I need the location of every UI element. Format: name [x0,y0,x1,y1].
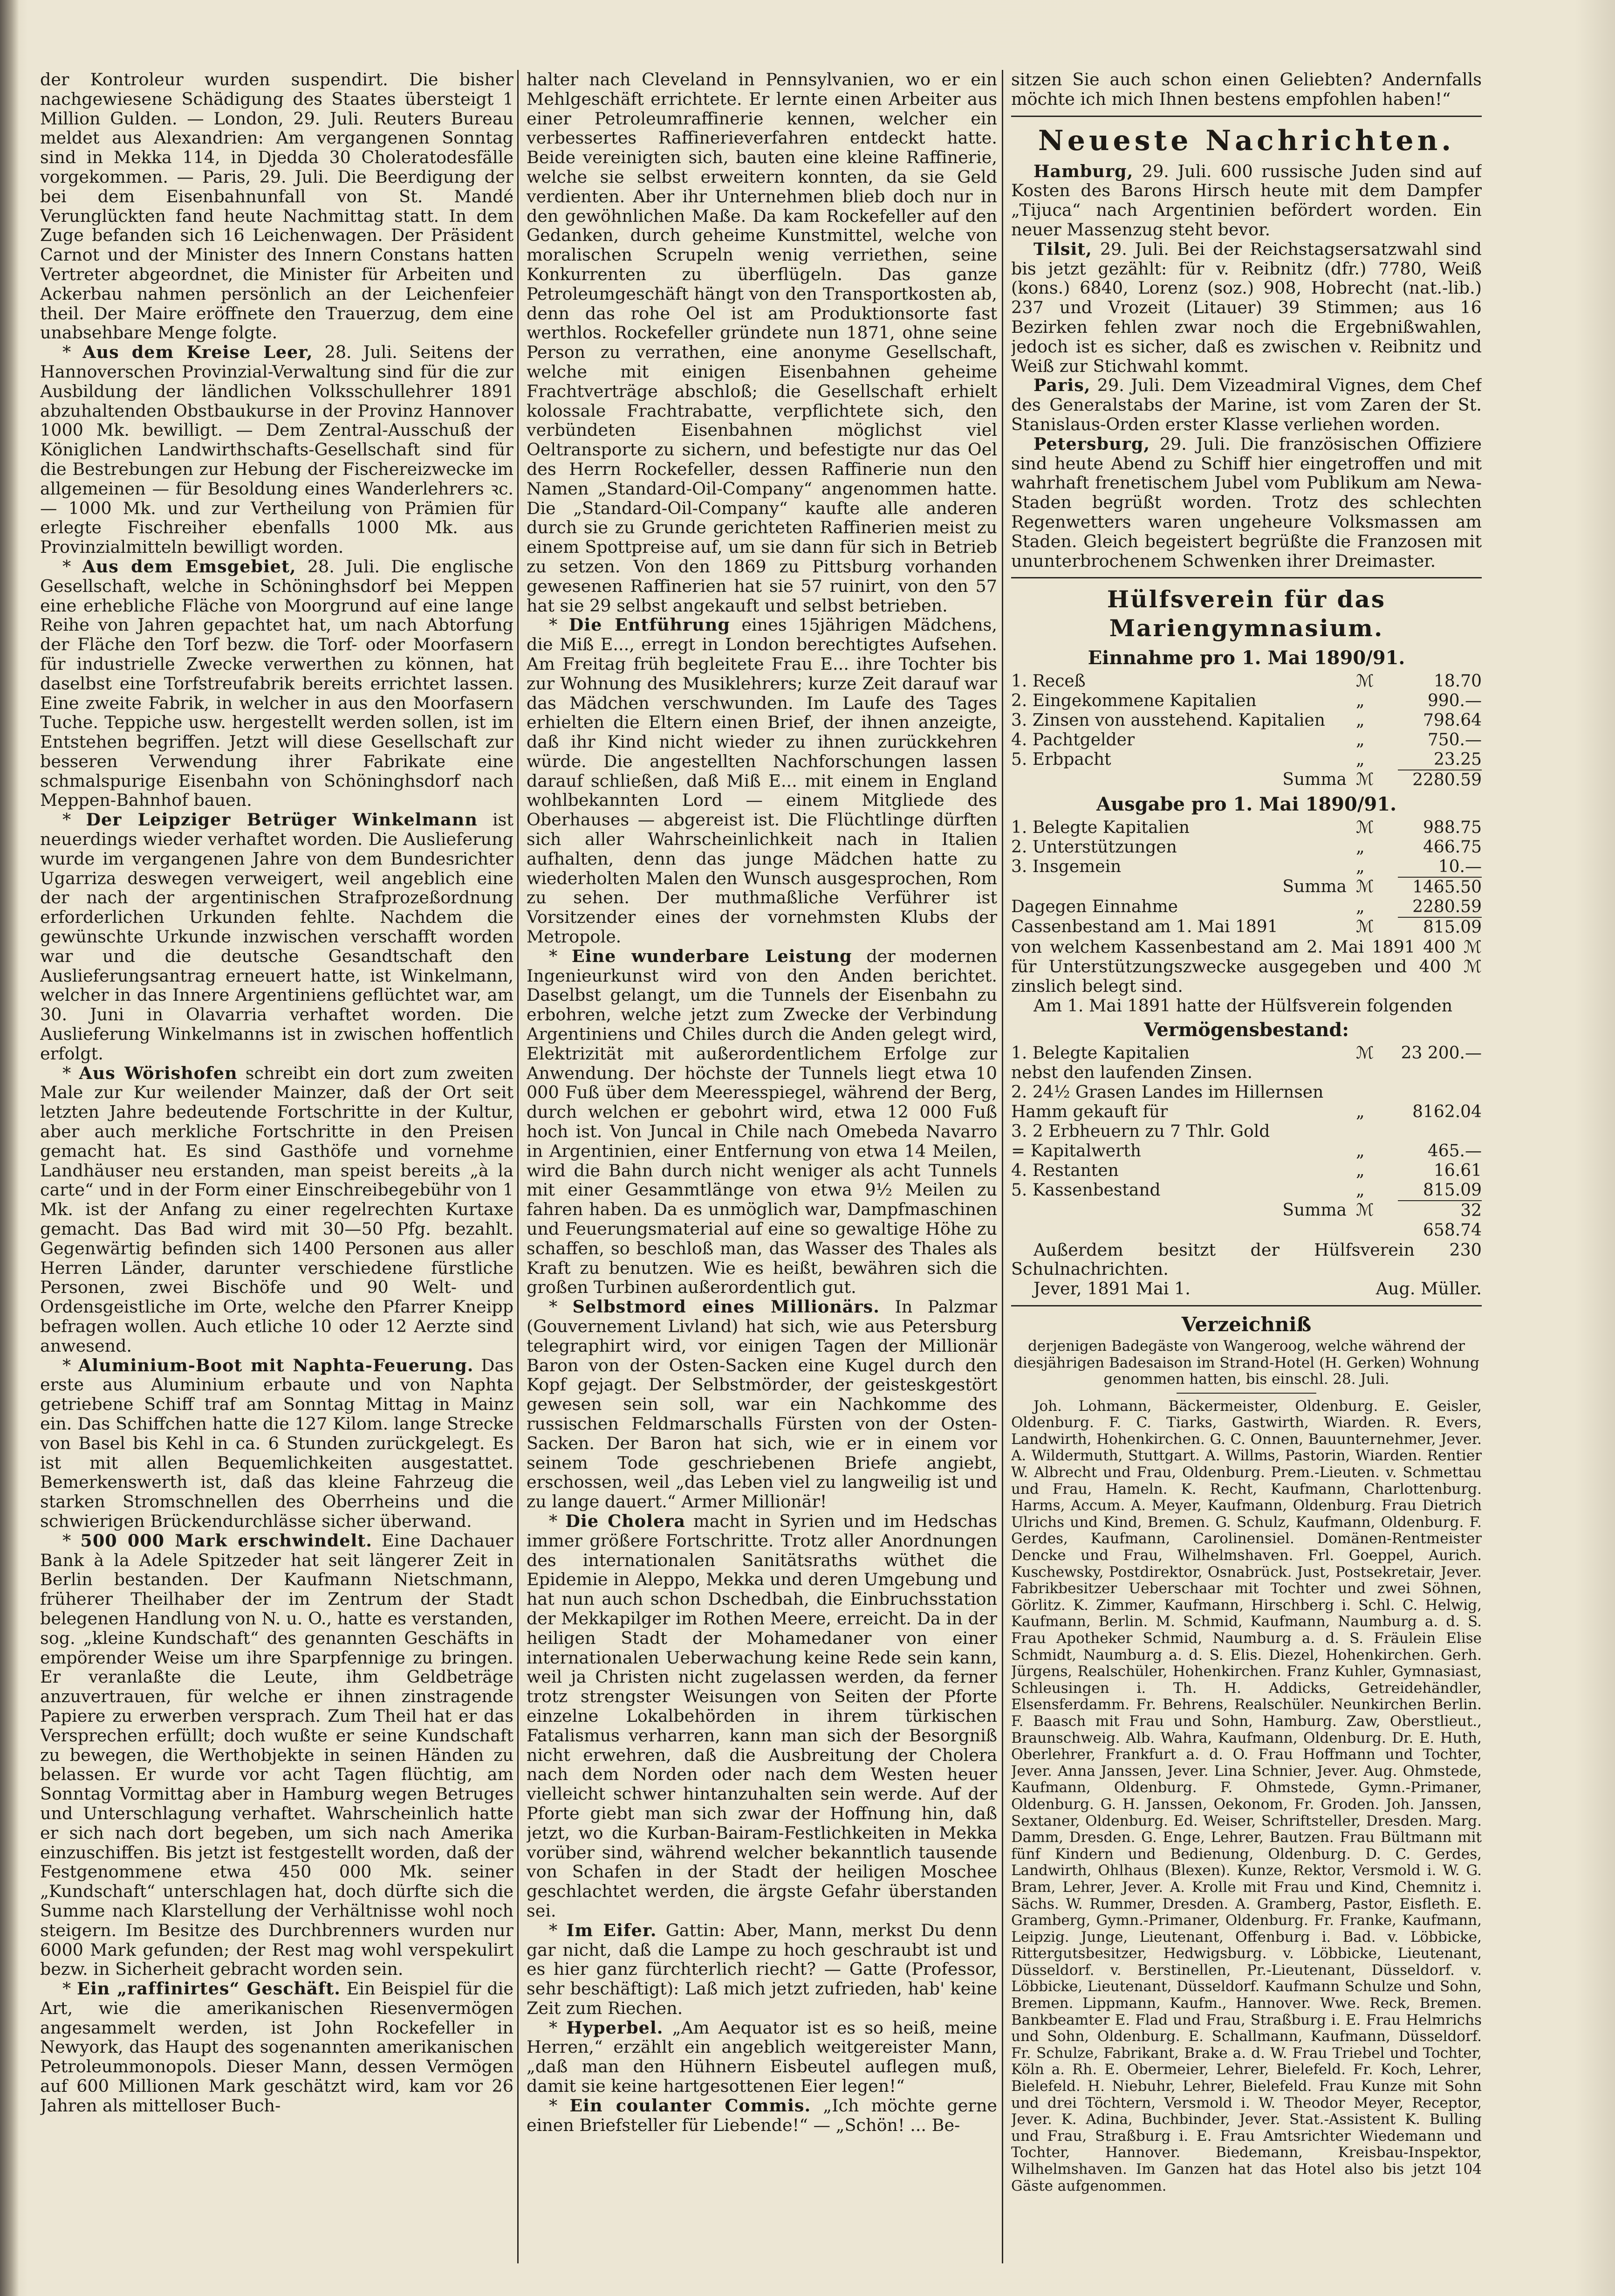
sum-amount: 32 658.74 [1398,1201,1482,1240]
column-rule-2 [1002,70,1003,2263]
asset-sum-table [1011,1200,1482,1240]
news-dateline: Tilsit, [1033,239,1092,259]
article-heading: Ein coulanter Commis. [569,2095,811,2116]
currency [1356,1083,1398,1102]
expense-sum-table [1011,877,1482,937]
asset-row [1011,1083,1482,1102]
vermoegen-intro: Am 1. Mai 1891 hatte der Hülfsverein folgenden [1033,995,1453,1016]
expense-row [1011,857,1482,877]
expense-row [1011,818,1482,838]
currency: „ [1356,750,1365,770]
expense-row [1011,838,1482,857]
section-divider [1011,1305,1482,1306]
row-amount [1398,1083,1482,1102]
expense-sum-row [1011,877,1482,897]
row-label: = Kapitalwerth [1011,1141,1141,1161]
currency: „ [1356,1180,1365,1200]
binding-gutter [0,0,19,2296]
article-hyperbel: * Hyperbel. „Am Aequator ist es so heiß, meine Herren,“ erzählt ein angeblich weitgereister Mann, „daß man den Hühnern Eisbeutel auflegen muß, damit sie keine hartgesottenen Eier legen!“ [527,2017,997,2097]
asset-row [1011,1063,1482,1083]
row-label: 4. Restanten [1011,1161,1119,1180]
dagegen-label: Dagegen Einnahme [1011,897,1178,917]
currency [1356,1122,1398,1141]
article-text: Das erste aus Aluminium erbaute und von Naphta getriebene Schiff traf am Sonntag Mittag in Mainz ein. Das Schiffchen hatte die 127 Kilom. lange Strecke von Basel bis Kehl in ca. 6 Stunden zurückgelegt. Es ist mit allen Bequemlichkeiten ausgestattet. Bemerkenswerth ist, daß das kleine Fahrzeug die starken Stromschnellen des Oberrheins und die schwierigen Brückendurchlässe sicher überwand. [40,1355,513,1531]
row-label: 1. Receß [1011,672,1086,691]
article-heading: Eine wunderbare Leistung [571,946,852,966]
row-amount [1398,1122,1482,1141]
currency: ℳ [1356,1043,1374,1063]
article-heading: Die Cholera [565,1511,686,1531]
currency: „ [1356,691,1365,711]
currency: „ [1356,1102,1365,1121]
article-heading: Die Entführung [568,615,730,635]
row-label: 5. Erbpacht [1011,750,1111,770]
currency: ℳ [1356,672,1374,691]
column-2 [527,70,997,2268]
cassa-amount: 815.09 [1398,917,1482,937]
row-amount: 465.— [1427,1141,1482,1161]
asset-row [1011,1102,1482,1122]
article-text: „Am Aequator ist es so heiß, meine Herren,“ erzählt ein angeblich weitgereister Mann, „daß man den Hühnern Eisbeutel auflegen muß, damit sie keine hartgesottenen Eier legen!“ [527,2017,997,2097]
sum-amount: 2280.59 [1398,770,1482,790]
article-lead-text: der Kontroleur wurden suspendirt. Die bisher nachgewiesene Schädigung des Staates übersteigt 1 Million Gulden. — London, 29. Juli. Reuters Bureau meldet aus Alexandrien: Am vergangenen Sonntag sind in Mekka 114, in Djedda 30 Choleratodesfälle vorgekommen. — Paris, 29. Juli. Die Beerdigung der bei dem Eisenbahnunfall von St. Mandé Verunglückten fand heute Nachmittag statt. In dem Zuge befanden sich 16 Leichenwagen. Der Präsident Carnot und der Minister des Innern Constans hatten Vertreter abgeordnet, die Minister für Arbeiten und Ackerbau nahmen persönlich an der Leichenfeier theil. Der Maire eröffnete den Trauerzug, dem eine unabsehbare Menge folgte. [40,70,513,343]
article-text: „Ich möchte gerne einen Briefsteller für Liebende!“ — „Schön! ... Be- [527,2095,997,2135]
section-divider [1011,116,1482,117]
article-aluminium-boot: * Aluminium-Boot mit Naphta-Feuerung. Das erste aus Aluminium erbaute und von Naphta getriebene Schiff traf am Sonntag Mittag in Mainz ein. Das Schiffchen hatte die 127 Kilom. lange Strecke von Basel bis Kehl in ca. 6 Stunden zurückgelegt. Es ist mit allen Bequemlichkeiten ausgestattet. Bemerkenswerth ist, daß das kleine Fahrzeug die starken Stromschnellen des Oberrheins und die schwierigen Brückendurchlässe sicher überwand. [40,1355,513,1531]
row-amount: 18.70 [1433,672,1482,691]
article-text: der modernen Ingenieurkunst wird von den Anden berichtet. Daselbst gelangt, um die Tunnels der Eisenbahn zu erbohren, welche jetzt zum Zwecke der Verbindung Argentiniens und Chiles durch die Anden gelegt wird, Elektrizität mit außerordentlichem Erfolge zur Anwendung. Der höchste der Tunnels liegt etwa 10 000 Fuß über dem Meeresspiegel, während der Berg, durch welchen er gebohrt wird, etwa 12 000 Fuß hoch ist. Von Juncal in Chile nach Omebeda Navarro in Argentinien, einer Entfernung von etwa 14 Meilen, wird die Bahn durch nicht weniger als acht Tunnels mit einer Gesammtlänge von etwa 9½ Meilen zu fahren haben. Da es unmöglich war, Dampfmaschinen und Feuerungsmaterial auf eine so gewaltige Höhe zu schaffen, so beschloß man, das Wasser des Thales als Kraft zu benutzen. Wie es heißt, bewähren sich die großen Turbinen außerordentlich gut. [527,946,997,1298]
asset-row [1011,1044,1482,1063]
row-label: 5. Kassenbestand [1011,1180,1161,1200]
currency: „ [1356,711,1365,730]
dagegen-row: Dagegen Einnahme „ 2280.59 [1011,897,1482,917]
schulnachrichten-text: Außerdem besitzt der Hülfsverein 230 Schulnachrichten. [1011,1239,1482,1279]
article-heading: Selbstmord eines Millionärs. [572,1297,880,1317]
article-winkelmann: * Der Leipziger Betrüger Winkelmann ist neuerdings wieder verhaftet worden. Die Auslieferung wurde im vergangenen Jahre von dem Bundesrichter Ugarriza deswegen verweigert, weil angeblich eine der nach der argentinischen Strafprozeßordnung erforderlichen Urkunden fehlte. Nachdem die gewünschte Urkunde inzwischen verschafft worden war und die deutsche Gesandtschaft den Auslieferungsantrag erneuert hatte, ist Winkelmann, welcher in das Innere Argentiniens geflüchtet war, am 30. Juni in Olavarria verhaftet worden. Die Auslieferung Winkelmanns ist in zwischen hoffentlich erfolgt. [40,810,513,1064]
currency: „ [1356,1141,1365,1161]
article-raffinirtes-geschaeft: * Ein „raffinirtes“ Geschäft. Ein Beispiel für die Art, wie die amerikanischen Riesenvermögen angesammelt werden, ist John Rockefeller in Newyork, das Haupt des sogenannten amerikanischen Petroleummonopols. Dieser Mann, dessen Vermögen auf 600 Millionen Mark geschätzt wird, kam vor 26 Jahren als mittelloser Buch- [40,1979,513,2116]
row-amount: 8162.04 [1412,1102,1482,1121]
row-label: 2. Unterstützungen [1011,838,1177,857]
row-amount: 798.64 [1423,711,1482,730]
income-table [1011,672,1482,770]
row-label: 1. Belegte Kapitalien [1011,818,1190,838]
row-label: 2. Eingekommene Kapitalien [1011,691,1257,711]
row-amount: 16.61 [1433,1161,1482,1180]
column-1 [40,70,513,2268]
article-heading: Aus Wörishofen [79,1063,238,1083]
sum-amount: 1465.50 [1398,877,1482,897]
currency: „ [1356,730,1365,750]
article-500000-mark: * 500 000 Mark erschwindelt. Eine Dachauer Bank à la Adele Spitzeder hat seit längerer Zeit in Berlin bestanden. Der Kaufmann Nietschmann, früherer Theilhaber der im Zentrum der Stadt belegenen Handlung von N. u. O., hatte es verstanden, sog. „kleine Kundschaft“ des genannten Geschäfts in empörender Weise um ihre Sparpfennige zu bringen. Er veranlaßte die Leute, ihm Geldbeträge anzuvertrauen, für welche er ihnen zinstragende Papiere zu erwerben versprach. Zum Theil hat er das Versprechen erfüllt; doch wußte er seine Kundschaft zu bewegen, die Werthobjekte in seinen Händen zu belassen. Er wurde vor acht Tagen flüchtig, am Sonntag Vormittag aber in Hamburg wegen Betruges und Unterschlagung verhaftet. Wahrscheinlich hatte er sich nach dort begeben, um sich nach Amerika einzuschiffen. Bis jetzt ist festgestellt worden, daß der Festgenommene etwa 450 000 Mk. seiner „Kundschaft“ unterschlagen hat, doch dürfte sich die Summe nach Klarstellung der Verhältnisse wohl noch steigern. Im Besitze des Durchbrenners wurden nur 6000 Mark gefunden; der Rest mag wohl verspekulirt bezw. in Sicherheit gebracht worden sein. [40,1530,513,1980]
income-row [1011,730,1482,750]
expense-table [1011,818,1482,877]
article-text: Gattin: Aber, Mann, merkst Du denn gar nicht, daß die Lampe zu hoch geschraubt ist und es hier ganz fürchterlich riecht? — Gatte (Professor, sehr beschäftigt): Laß mich jetzt zufrieden, hab' keine Zeit zum Riechen. [527,1920,997,2018]
column-rule-1 [517,70,519,2263]
news-dateline: Petersburg, [1033,433,1150,454]
article-text: schreibt ein dort zum zweiten Male zur Kur weilender Mainzer, daß der Ort seit letzten Jahre bedeutende Fortschritte in der Kultur, aber auch merkliche Fortschritte in den Preisen gemacht hat. Es sind Gasthöfe und vornehme Landhäuser neu erstanden, man speist bereits „à la carte“ und in der Form einer Einschreibegebühr von 1 Mk. ist der Anfang zu einer regelrechten Kurtaxe gemacht. Das Bad wird mit 30—50 Pfg. bezahlt. Gegenwärtig befinden sich 1400 Personen aus aller Herren Länder, darunter verschiedene fürstliche Personen, zwei Bischöfe und 90 Welt- und Ordensgeistliche im Orte, welche den Pfarrer Kneipp befragen wollen. Auch etliche 10 oder 12 Aerzte sind anwesend. [40,1063,513,1356]
row-amount: 815.09 [1423,1180,1482,1200]
currency: ℳ [1356,818,1374,838]
news-text: 29. Juli. 600 russische Juden sind auf Kosten des Barons Hirsch heute mit dem Dampfer „Tijuca“ nach Argentinien befördert worden. Ein neuer Massenzug steht bevor. [1011,161,1482,240]
guest-list-title: Verzeichniß [1181,1313,1312,1336]
row-amount: 23.25 [1433,750,1482,770]
asset-row [1011,1141,1482,1161]
article-text: 28. Juli. Die englische Gesellschaft, welche in Schöninghsdorf bei Meppen eine erhebliche Fläche von Moorgrund auf eine lange Reihe von Jahren gepachtet hat, um nach Abtorfung der Fläche den Torf bezw. die Torf- oder Moorfasern für industrielle Zwecke verwerthen zu können, hat daselbst eine Torfstreufabrik bereits errichtet lassen. Eine zweite Fabrik, in welcher in aus den Moorfasern Tuche. Teppiche usw. hergestellt werden sollen, ist im Entstehen begriffen. Jetzt will diese Gesellschaft zur besseren Verwendung ihrer Fabrikate eine schmalspurige Eisenbahn von Schöninghsdorf nach Meppen-Bahnhof bauen. [40,556,513,811]
news-section-title: Neueste Nachrichten. [1038,124,1455,157]
article-woerishofen: * Aus Wörishofen schreibt ein dort zum zweiten Male zur Kur weilender Mainzer, daß der Ort seit letzten Jahre bedeutende Fortschritte in der Kultur, aber auch merkliche Fortschritte in den Preisen gemacht hat. Es sind Gasthöfe und vornehme Landhäuser neu erstanden, man speist bereits „à la carte“ und in der Form einer Einschreibegebühr von 1 Mk. ist der Anfang zu einer regelrechten Kurtaxe gemacht. Das Bad wird mit 30—50 Pfg. bezahlt. Gegenwärtig befinden sich 1400 Personen aus aller Herren Länder, darunter verschiedene fürstliche Personen, zwei Bischöfe und 90 Welt- und Ordensgeistliche im Orte, welche den Pfarrer Kneipp befragen wollen. Auch etliche 10 oder 12 Aerzte sind anwesend. [40,1063,513,1356]
signature-name: Aug. Müller. [1375,1279,1482,1299]
article-heading: Im Eifer. [566,1920,657,1940]
huelfsverein-title: Hülfsverein für das Mariengymnasium. [1107,585,1386,642]
expense-heading: Ausgabe pro 1. Mai 1890/91. [1096,793,1397,816]
sum-label: Summa [1282,877,1347,897]
article-wunderbare-leistung: * Eine wunderbare Leistung der modernen Ingenieurkunst wird von den Anden berichtet. Daselbst gelangt, um die Tunnels der Eisenbahn zu erbohren, welche jetzt zum Zwecke der Verbindung Argentiniens und Chiles durch die Anden gelegt wird, Elektrizität mit außerordentlichem Erfolge zur Anwendung. Der höchste der Tunnels liegt etwa 10 000 Fuß über dem Meeresspiegel, während der Berg, durch welchen er gebohrt wird, etwa 12 000 Fuß hoch ist. Von Juncal in Chile nach Omebeda Navarro in Argentinien, einer Entfernung von etwa 14 Meilen, wird die Bahn durch nicht weniger als acht Tunnels mit einer Gesammtlänge von etwa 9½ Meilen zu fahren haben. Da es unmöglich war, Dampfmaschinen und Feuerungsmaterial auf eine so gewaltige Höhe zu schaffen, so beschloß man, das Wasser des Thales als Kraft zu benutzen. Wie es heißt, bewähren sich die großen Turbinen außerordentlich gut. [527,946,997,1298]
article-heading: Aus dem Kreise Leer, [82,342,313,363]
row-label: 3. Zinsen von ausstehend. Kapitalien [1011,711,1325,730]
currency: „ [1356,857,1365,877]
cassa-row [1011,917,1482,937]
asset-table [1011,1044,1482,1200]
article-text: macht in Syrien und im Hedschas immer größere Fortschritte. Trotz aller Anordnungen des internationalen Sanitätsraths wüthet die Epidemie in Aleppo, Mekka und deren Umgebung und hat nun auch schon Dschedbah, die Einbruchsstation der Mekkapilger im Rothen Meere, erreicht. Da in der heiligen Stadt der Mohamedaner von einer internationalen Ueberwachung keine Rede sein kann, weil ja Christen nicht zugelassen werden, da ferner trotz strengster Weisungen von Seiten der Pforte einzelne Lokalbehörden in ihrem türkischen Fatalismus verharren, kann man sich der Besorgniß nicht erwehren, daß die Ausbreitung der Cholera nach dem Norden oder nach dem Westen heuer vielleicht schwer hintanzuhalten sein werde. Auf der Pforte giebt man sich zwar der Hoffnung hin, daß jetzt, wo die Kurban-Bairam-Festlichkeiten in Mekka vorüber sind, während welcher bekanntlich tausende von Schafen in der Stadt der heiligen Moschee geschlachtet werden, die ärgste Gefahr überstanden sei. [527,1511,997,1921]
guest-list-text: Joh. Lohmann, Bäckermeister, Oldenburg. E. Geisler, Oldenburg. F. C. Tiarks, Gastwirth, Wiarden. R. Evers, Landwirth, Hohenkirchen. G. C. Onnen, Bauunternehmer, Jever. A. Wildermuth, Stuttgart. A. Willms, Pastorin, Wiarden. Rentier W. Albrecht und Frau, Oldenburg. Prem.-Lieuten. v. Schmettau und Frau, Hameln. K. Recht, Kaufmann, Charlottenburg. Harms, Accum. A. Meyer, Kaufmann, Oldenburg. Frau Dietrich Ulrichs und Kind, Bremen. G. Schulz, Kaufmann, Oldenburg. F. Gerdes, Kaufmann, Carolinensiel. Domänen-Rentmeister Dencke und Frau, Wilhelmshaven. Frl. Goeppel, Aurich. Kuschewsky, Postdirektor, Osnabrück. Just, Postsekretair, Jever. Fabrikbesitzer Ueberschaar mit Tochter und zwei Söhnen, Görlitz. K. Zimmer, Kaufmann, Hirschberg i. Schl. C. Helwig, Kaufmann, Berlin. M. Schmid, Kaufmann, Naumburg a. d. S. Frau Apotheker Schmid, Naumburg a. d. S. Fräulein Elise Schmidt, Naumburg a. d. S. Elis. Diezel, Hohenkirchen. Gerh. Jürgens, Realschüler, Hohenkirchen. Franz Kuhler, Gymnasiast, Schleusingen i. Th. H. Addicks, Getreidehändler, Elsensferdamm. Fr. Behrens, Realschüler. Neunkirchen Berlin. F. Baasch mit Frau und Sohn, Hamburg. Zaw, Oberstlieut., Braunschweig. Alb. Wahra, Kaufmann, Oldenburg. Dr. E. Huth, Oberlehrer, Frankfurt a. d. O. Frau Hoffmann und Tochter, Jever. Anna Janssen, Jever. Lina Schnier, Jever. Aug. Ohmstede, Kaufmann, Oldenburg. F. Ohmstede, Gymn.-Primaner, Oldenburg. G. H. Janssen, Oekonom, Fr. Groden. Joh. Janssen, Sextaner, Oldenburg. Ed. Weiser, Schriftsteller, Dresden. Marg. Damm, Dresden. G. Enge, Lehrer, Bautzen. Frau Bültmann mit fünf Kindern und Bedienung, Oldenburg. D. C. Gerdes, Landwirth, Ohlhaus (Blexen). Kunze, Rektor, Versmold i. W. G. Bram, Lehrer, Jever. A. Krolle mit Frau und Kind, Chemnitz i. Sächs. W. Rummer, Dresden. A. Gramberg, Pastor, Eisfleth. E. Gramberg, Gymn.-Primaner, Oldenburg. Fr. Franke, Kaufmann, Leipzig. Junge, Lieutenant, Offenburg i. Bad. v. Löbbicke, Rittergutsbesitzer, Hedwigsburg. v. Löbbicke, Lieutenant, Düsseldorf. v. Berstinellen, Pr.-Lieutenant, Düsseldorf. v. Löbbicke, Lieutenant, Düsseldorf. Kaufmann Schulze und Sohn, Bremen. Lippmann, Kaufm., Hannover. Wwe. Reck, Bremen. Bankbeamter E. Flad und Frau, Straßburg i. E. Frau Helmrichs und Sohn, Oldenburg. E. Schallmann, Kaufmann, Düsseldorf. Fr. Schulze, Fabrikant, Brake a. d. W. Frau Triebel und Tochter, Köln a. Rh. E. Obermeier, Lehrer, Bielefeld. Fr. Koch, Lehrer, Bielefeld. H. Niebuhr, Lehrer, Bielefeld. Frau Kunze mit Sohn und drei Töchtern, Versmold i. W. Theodor Meyer, Receptor, Jever. K. Adina, Buchbinder, Jever. Stat.-Assistent K. Bulling und Frau, Straßburg i. E. Frau Amtsrichter Wiedemann und Tochter, Hannover. Biedemann, Kreisbau-Inspektor, Wilhelmshaven. Im Ganzen hat das Hotel also bis jetzt 104 Gäste aufgenommen. [1011,1397,1482,2194]
row-amount [1398,1063,1482,1083]
news-tilsit [1011,240,1482,376]
news-dateline: Hamburg, [1033,161,1134,181]
article-emsgebiet: * Aus dem Emsgebiet, 28. Juli. Die englische Gesellschaft, welche in Schöninghsdorf bei Meppen eine erhebliche Fläche von Moorgrund auf eine lange Reihe von Jahren gepachtet hat, um nach Abtorfung der Fläche den Torf bezw. die Torf- oder Moorfasern für industrielle Zwecke verwerthen zu können, hat daselbst eine Torfstreufabrik bereits errichtet lassen. Eine zweite Fabrik, in welcher in aus den Moorfasern Tuche. Teppiche usw. hergestellt werden sollen, ist im Entstehen begriffen. Jetzt will diese Gesellschaft zur besseren Verwendung ihrer Fabrikate eine schmalspurige Eisenbahn von Schöninghsdorf nach Meppen-Bahnhof bauen. [40,556,513,811]
guest-list-intro: derjenigen Badegäste von Wangeroog, welche während der diesjährigen Badesaison im Strand-Hotel (H. Gerken) Wohnung genommen hatten, bis einschl. 28. Juli. [1013,1337,1479,1388]
signature-line [1011,1279,1482,1299]
signature-place-date: Jever, 1891 Mai 1. [1033,1279,1191,1299]
income-sum-table [1011,770,1482,790]
article-kreise-leer: * Aus dem Kreise Leer, 28. Juli. Seitens der Hannoverschen Provinzial-Verwaltung sind für die zur Ausbildung der ländlichen Volksschullehrer 1891 abzuhaltenden Obstbaukurse in der Provinz Hannover 1000 Mk. bewilligt. — Dem Zentral-Ausschuß der Königlichen Landwirthschafts-Gesellschaft sind für die Bestrebungen zur Hebung der Fischereizwecke im allgemeinen — für Besoldung eines Wanderlehrers ꝛc. — 1000 Mk. und zur Vertheilung von Prämien für erlegte Fischreiher ebenfalls 1000 Mk. aus Provinzialmitteln bewilligt worden. [40,342,513,557]
row-amount: 10.— [1438,857,1482,877]
article-text: Eine Dachauer Bank à la Adele Spitzeder hat seit längerer Zeit in Berlin bestanden. Der Kaufmann Nietschmann, früherer Theilhaber der im Zentrum der Stadt belegenen Handlung von N. u. O., hatte es verstanden, sog. „kleine Kundschaft“ des genannten Geschäfts in empörender Weise um ihre Sparpfennige zu bringen. Er veranlaßte die Leute, ihm Geldbeträge anzuvertrauen, für welche er ihnen zinstragende Papiere zu erwerben versprach. Zum Theil hat er das Versprechen erfüllt; doch wußte er seine Kundschaft zu bewegen, die Werthobjekte in seinen Händen zu belassen. Er wurde vor acht Tagen flüchtig, am Sonntag Vormittag aber in Hamburg wegen Betruges und Unterschlagung verhaftet. Wahrscheinlich hatte er sich nach dort begeben, um sich nach Amerika einzuschiffen. Bis jetzt ist festgestellt worden, daß der Festgenommene etwa 450 000 Mk. seiner „Kundschaft“ unterschlagen hat, doch dürfte sich die Summe nach Klarstellung der Verhältnisse wohl noch steigern. Im Besitze des Durchbrenners wurden nur 6000 Mark gefunden; der Rest mag wohl verspekulirt bezw. in Sicherheit gebracht worden sein. [40,1530,513,1980]
article-heading: Ein „raffinirtes“ Geschäft. [77,1979,341,1999]
asset-row [1011,1161,1482,1181]
row-label: 4. Pachtgelder [1011,730,1135,750]
asset-row [1011,1181,1482,1200]
row-amount: 990.— [1427,691,1482,711]
article-continuation: sitzen Sie auch schon einen Geliebten? Andernfalls möchte ich mich Ihnen bestens empfohlen haben!“ [1011,70,1482,109]
row-label: 3. Insgemein [1011,857,1122,877]
vermoegen-heading: Vermögensbestand: [1143,1018,1349,1041]
article-heading: Aus dem Emsgebiet, [82,556,296,577]
column-3 [1011,70,1482,2268]
dagegen-amount: 2280.59 [1412,897,1482,917]
income-heading: Einnahme pro 1. Mai 1890/91. [1088,647,1405,669]
article-text: ist neuerdings wieder verhaftet worden. Die Auslieferung wurde im vergangenen Jahre von dem Bundesrichter Ugarriza deswegen verweigert, weil angeblich eine der nach der argentinischen Strafprozeßordnung erforderlichen Urkunden fehlte. Nachdem die gewünschte Urkunde inzwischen verschafft worden war und die deutsche Gesandtschaft den Auslieferungsantrag erneuert hatte, ist Winkelmann, welcher in das Innere Argentiniens geflüchtet war, am 30. Juni in Olavarria verhaftet worden. Die Auslieferung Winkelmanns ist in zwischen hoffentlich erfolgt. [40,810,513,1064]
currency: ℳ [1356,917,1374,937]
short-divider [1177,1393,1316,1394]
income-row [1011,691,1482,711]
asset-sum-row [1011,1201,1482,1240]
article-heading: Der Leipziger Betrüger Winkelmann [86,810,478,830]
news-hamburg [1011,162,1482,240]
news-text: 29. Juli. Die französischen Offiziere sind heute Abend zu Schiff hier eingetroffen und mit wahrhaft frenetischem Jubel vom Publikum am Newa-Staden begrüßt worden. Trotz des schlechten Regenwetters waren ungeheure Volksmassen am Staden. Gleich begeistert begrüßte die Franzosen mit ununterbrochenem Schwenken ihrer Dreimaster. [1011,433,1482,571]
row-amount: 466.75 [1423,838,1482,857]
cassa-label: Cassenbestand am 1. Mai 1891 [1011,917,1278,937]
asset-row [1011,1122,1482,1141]
row-label: 1. Belegte Kapitalien [1011,1043,1190,1063]
currency: ℳ [1356,770,1374,790]
news-paris [1011,376,1482,434]
article-text: In Palzmar (Gouvernement Livland) hat sich, wie aus Petersburg telegraphirt wird, vor einigen Tagen der Millionär Baron von der Osten-Sacken eine Kugel durch den Kopf gejagt. Der Selbstmörder, der geisteskgestört gewesen sein soll, war ein Nachkomme des russischen Feldmarschalls Fürsten von der Osten-Sacken. Der Baron hat sich, wie er in einem vor seinem Tode geschriebenen Briefe angiebt, erschossen, weil „das Leben viel zu langweilig ist und zu lange dauert.“ Armer Millionär! [527,1297,997,1512]
income-sum-row [1011,770,1482,790]
income-row [1011,672,1482,691]
news-text: 29. Juli. Bei der Reichstagsersatzwahl sind bis jetzt gezählt: für v. Reibnitz (dfr.) 7780, Weiß (kons.) 6840, Lorenz (soz.) 908, Hobrecht (nat.-lib.) 237 und Vrozeit (Litauer) 39 Stimmen; aus 16 Bezirken fehlen zwar noch die Ergebnißwahlen, jedoch ist es sicher, daß es zwischen v. Reibnitz und Weiß zur Stichwahl kommt. [1011,239,1482,376]
sum-label: Summa [1282,1200,1347,1220]
article-continuation: halter nach Cleveland in Pennsylvanien, wo er ein Mehlgeschäft errichtete. Er lernte einen Arbeiter aus einer Petroleumraffinerie kennen, welcher ein verbessertes Raffinerieverfahren entdeckt hatte. Beide vereinigten sich, bauten eine kleine Raffinerie, welche sie selbst erweitern konnten, da sie Geld verdienten. Aber ihr Unternehmen blieb doch nur in den gewöhnlichen Maße. Da kam Rockefeller auf den Gedanken, durch geheime Kunstmittel, welche von moralischen Scrupeln wenig verriethen, seine Konkurrenten zu überflügeln. Das ganze Petroleumgeschäft hängt von den Transportkosten ab, denn das rohe Oel ist am Produktionsorte fast werthlos. Rockefeller gründete nun 1871, ohne seine Person zu verrathen, eine anonyme Gesellschaft, welche mit einigen Eisenbahnen geheime Frachtverträge abschloß; die Gesellschaft erhielt kolossale Frachtrabatte, verpflichtete sich, den verbündeten Eisenbahnen möglichst viel Oeltransporte zu sichern, und befestigte nur das Oel des Herrn Rockefeller, dessen Raffinerie nun den Namen „Standard-Oil-Company“ angenommen hatte. Die „Standard-Oil-Company“ kaufte alle anderen durch sie zu Grunde gerichteten Raffinerien meist zu einem Spottpreise auf, um sie dann für sich in Betrieb zu setzen. Von den 1869 zu Pittsburg vorhanden gewesenen Raffinerien hat sie 57 ruinirt, von den 57 hat sie 29 selbst angekauft und selbst betrieben. [527,70,997,616]
income-row [1011,711,1482,730]
article-im-eifer: * Im Eifer. Gattin: Aber, Mann, merkst Du denn gar nicht, daß die Lampe zu hoch geschraubt ist und es hier ganz fürchterlich riecht? — Gatte (Professor, sehr beschäftigt): Laß mich jetzt zufrieden, hab' keine Zeit zum Riechen. [527,1920,997,2018]
article-selbstmord: * Selbstmord eines Millionärs. In Palzmar (Gouvernement Livland) hat sich, wie aus Petersburg telegraphirt wird, vor einigen Tagen der Millionär Baron von der Osten-Sacken eine Kugel durch den Kopf gejagt. Der Selbstmörder, der geisteskgestört gewesen sein soll, war ein Nachkomme des russischen Feldmarschalls Fürsten von der Osten-Sacken. Der Baron hat sich, wie er in einem vor seinem Tode geschriebenen Briefe angiebt, erschossen, weil „das Leben viel zu langweilig ist und zu lange dauert.“ Armer Millionär! [527,1297,997,1512]
article-heading: Aluminium-Boot mit Naphta-Feuerung. [78,1355,474,1375]
news-dateline: Paris, [1033,375,1091,396]
row-label: 3. 2 Erbheuern zu 7 Thlr. Gold [1011,1121,1270,1141]
article-text: Ein Beispiel für die Art, wie die amerikanischen Riesenvermögen angesammelt werden, ist John Rockefeller in Newyork, das Haupt des sogenannten amerikanischen Petroleummonopols. Dieser Mann, dessen Vermögen auf 600 Millionen Mark geschätzt wird, kam vor 26 Jahren als mittelloser Buch- [40,1979,513,2116]
news-petersburg [1011,434,1482,571]
sum-label: Summa [1282,770,1347,790]
income-row [1011,750,1482,770]
currency: „ [1356,838,1365,857]
article-text: 28. Juli. Seitens der Hannoverschen Provinzial-Verwaltung sind für die zur Ausbildung der ländlichen Volksschullehrer 1891 abzuhaltenden Obstbaukurse in der Provinz Hannover 1000 Mk. bewilligt. — Dem Zentral-Ausschuß der Königlichen Landwirthschafts-Gesellschaft sind für die Bestrebungen zur Hebung der Fischereizwecke im allgemeinen — für Besoldung eines Wanderlehrers ꝛc. — 1000 Mk. und zur Vertheilung von Prämien für erlegte Fischreiher ebenfalls 1000 Mk. aus Provinzialmitteln bewilligt worden. [40,342,513,557]
currency [1356,1063,1398,1083]
article-heading: Hyperbel. [566,2017,664,2038]
news-text: 29. Juli. Dem Vizeadmiral Vignes, dem Chef des Generalstabs der Marine, ist vom Zaren der St. Stanislaus-Orden erster Klasse verliehen worden. [1011,375,1482,434]
row-label: Hamm gekauft für [1011,1102,1168,1121]
row-label: 2. 24½ Grasen Landes im Hillernsen [1011,1082,1324,1102]
article-coulanter-commis: * Ein coulanter Commis. „Ich möchte gerne einen Briefsteller für Liebende!“ — „Schön! ... Be- [527,2095,997,2135]
article-text: eines 15jährigen Mädchens, die Miß E..., erregt in London berechtigtes Aufsehen. Am Freitag früh begleitete Frau E... ihre Tochter bis zur Wohnung des Musiklehrers; kurze Zeit darauf war das Mädchen verschwunden. Im Laufe des Tages erhielten die Eltern einen Brief, der ihnen anzeigte, daß ihr Kind nicht wieder zu ihnen zurückkehren würde. Die angestellten Nachforschungen lassen darauf schließen, daß Miß E... mit einem in England wohlbekannten Lord — einem Mitgliede des Oberhauses — abgereist ist. Die Flüchtlinge dürften sich aller Wahrscheinlichkeit nach in Italien aufhalten, denn das junge Mädchen hatte zu wiederholten Malen den Wunsch ausgesprochen, Rom zu sehen. Der muthmaßliche Verführer ist Vorsitzender eines der vornehmsten Klubs der Metropole. [527,615,997,947]
article-heading: 500 000 Mark erschwindelt. [80,1530,372,1551]
row-amount: 750.— [1427,730,1482,750]
row-amount: 23 200.— [1401,1043,1482,1063]
row-label: nebst den laufenden Zinsen. [1011,1063,1252,1082]
section-divider [1011,577,1482,578]
article-entfuehrung: * Die Entführung eines 15jährigen Mädchens, die Miß E..., erregt in London berechtigtes Aufsehen. Am Freitag früh begleitete Frau E... ihre Tochter bis zur Wohnung des Musiklehrers; kurze Zeit darauf war das Mädchen verschwunden. Im Laufe des Tages erhielten die Eltern einen Brief, der ihnen anzeigte, daß ihr Kind nicht wieder zu ihnen zurückkehren würde. Die angestellten Nachforschungen lassen darauf schließen, daß Miß E... mit einem in England wohlbekannten Lord — einem Mitgliede des Oberhauses — abgereist ist. Die Flüchtlinge dürften sich aller Wahrscheinlichkeit nach in Italien aufhalten, denn das junge Mädchen hatte zu wiederholten Malen den Wunsch ausgesprochen, Rom zu sehen. Der muthmaßliche Verführer ist Vorsitzender eines der vornehmsten Klubs der Metropole. [527,615,997,947]
currency: ℳ [1356,1200,1374,1220]
currency: ℳ [1356,877,1374,897]
currency: „ [1356,1161,1365,1180]
cassa-text: von welchem Kassenbestand am 2. Mai 1891 400 ℳ für Unterstützungszwecke ausgegeben und 400 ℳ zinslich belegt sind. [1011,937,1482,996]
article-cholera: * Die Cholera macht in Syrien und im Hedschas immer größere Fortschritte. Trotz aller Anordnungen des internationalen Sanitätsraths wüthet die Epidemie in Aleppo, Mekka und deren Umgebung und hat nun auch schon Dschedbah, die Einbruchsstation der Mekkapilger im Rothen Meere, erreicht. Da in der heiligen Stadt der Mohamedaner von einer internationalen Ueberwachung keine Rede sein kann, weil ja Christen nicht zugelassen werden, da ferner trotz strengster Weisungen von Seiten der Pforte einzelne Lokalbehörden in ihrem türkischen Fatalismus verharren, kann man sich der Besorgniß nicht erwehren, daß die Ausbreitung der Cholera nach dem Norden oder nach dem Westen heuer vielleicht schwer hintanzuhalten sein werde. Auf der Pforte giebt man sich zwar der Hoffnung hin, daß jetzt, wo die Kurban-Bairam-Festlichkeiten in Mekka vorüber sind, während welcher bekanntlich tausende von Schafen in der Stadt der heiligen Moschee geschlachtet werden, die ärgste Gefahr überstanden sei. [527,1511,997,1921]
row-amount: 988.75 [1423,818,1482,838]
